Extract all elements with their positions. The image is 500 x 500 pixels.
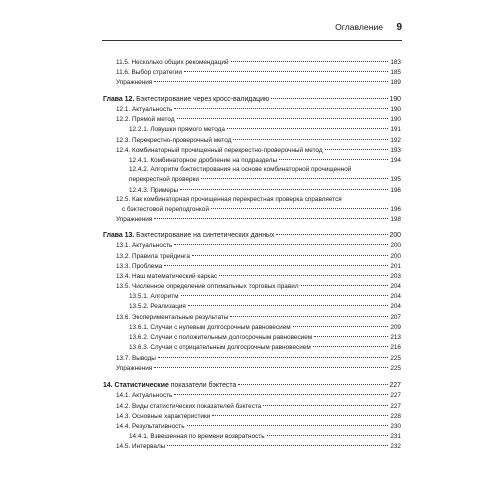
toc-entry-label: 13.3. Проблема xyxy=(116,263,163,270)
toc-entry[interactable] xyxy=(116,241,401,250)
toc-entry-page: 185 xyxy=(390,69,401,76)
toc-chapter-label xyxy=(103,231,274,240)
leader-dots xyxy=(187,425,389,426)
leader-dots xyxy=(231,61,389,62)
toc-entry-label: 12.3. Перекрестно-проверочный метод xyxy=(116,137,232,144)
toc-entry-page: 227 xyxy=(389,382,401,389)
toc-entry-page: 198 xyxy=(390,216,401,223)
toc-entry-label: 13.6.2. Случаи с положительным долгосрочным равновесием xyxy=(129,334,313,341)
toc-entry-page: 225 xyxy=(390,365,401,372)
toc-entry-label: 11.5. Несколько общих рекомендаций xyxy=(116,59,229,66)
toc-entry[interactable] xyxy=(116,58,401,67)
leader-dots xyxy=(177,118,389,119)
leader-dots xyxy=(158,357,388,358)
leader-dots xyxy=(184,71,388,72)
toc-entry[interactable] xyxy=(129,432,401,441)
toc-entry-label: 12.4.1. Комбинаторное дробление на подразделы xyxy=(129,157,278,164)
chapter-number: Глава 12. xyxy=(103,96,135,103)
chapter-title: показатели бэктеста xyxy=(168,382,237,389)
toc-entry-label: 12.2. Прямой метод xyxy=(116,116,175,123)
leader-dots xyxy=(230,316,388,317)
toc-entry[interactable] xyxy=(116,354,401,363)
toc-entry-page: 204 xyxy=(390,283,401,290)
running-header-title: Оглавление xyxy=(335,22,384,32)
toc-entry-page: 203 xyxy=(390,273,401,280)
toc-entry-page: 204 xyxy=(390,303,401,310)
toc-entry-page: 207 xyxy=(390,314,401,321)
toc-entry-page: 192 xyxy=(390,137,401,144)
toc-entry[interactable] xyxy=(116,422,401,431)
leader-dots xyxy=(174,244,388,245)
toc-entry-label: 13.5. Численное определение оптимальных торговых правил xyxy=(116,283,299,290)
leader-dots xyxy=(233,139,388,140)
leader-dots xyxy=(201,178,388,179)
toc-entry-page: 193 xyxy=(390,147,401,154)
toc-entry[interactable] xyxy=(116,215,401,224)
toc-entry[interactable] xyxy=(129,186,401,195)
toc-entry[interactable] xyxy=(129,156,401,165)
chapter-title-bold: 14. Статистические xyxy=(103,382,169,389)
toc-entry-page: 195 xyxy=(390,176,401,183)
toc-entry-label: 12.1. Актуальность xyxy=(116,106,173,113)
toc-entry-page: 230 xyxy=(390,423,401,430)
toc-entry-label: Упражнения xyxy=(116,216,153,223)
leader-dots xyxy=(219,275,388,276)
leader-dots xyxy=(180,189,388,190)
leader-dots xyxy=(211,208,388,209)
toc-entry-label: 13.7. Выводы xyxy=(116,355,156,362)
toc-entry[interactable] xyxy=(116,105,401,114)
toc-entry-label: 14.2. Виды статистических показателей бэктеста xyxy=(116,403,262,410)
leader-dots xyxy=(192,255,388,256)
leader-dots xyxy=(167,445,388,446)
toc-entry-page: 183 xyxy=(390,59,401,66)
toc-entry-page: 209 xyxy=(390,324,401,331)
toc-entry[interactable] xyxy=(122,205,401,214)
toc-entry[interactable] xyxy=(129,302,401,311)
leader-dots xyxy=(154,81,388,82)
toc-entry[interactable] xyxy=(129,333,401,342)
toc-chapter-entry[interactable] xyxy=(103,231,401,240)
leader-dots xyxy=(227,128,388,129)
leader-dots xyxy=(154,218,388,219)
toc-entry-label: 13.2. Правила трейдинга xyxy=(116,253,190,260)
toc-entry[interactable] xyxy=(116,78,401,87)
toc-entry-label: 14.1. Актуальность xyxy=(116,392,173,399)
toc-entry[interactable] xyxy=(116,313,401,322)
leader-dots xyxy=(164,265,388,266)
toc-entry-label: 13.6.3. Случаи с отрицательным долгосрочным равновесием xyxy=(129,344,311,351)
toc-entry-page: 204 xyxy=(390,293,401,300)
toc-entry-page: 191 xyxy=(390,126,401,133)
toc-entry-label: 13.6.1. Случаи с нулевым долгосрочным равновесием xyxy=(129,324,291,331)
toc-entry-label: 13.6. Экспериментальные результаты xyxy=(116,314,229,321)
toc-entry[interactable] xyxy=(116,262,401,271)
toc-entry-page: 200 xyxy=(390,253,401,260)
toc-entry-label: 13.4. Наш математический каркас xyxy=(116,273,218,280)
toc-entry-label: 14.4. Результативность xyxy=(116,423,185,430)
toc-entry-page: 196 xyxy=(390,187,401,194)
toc-entry-page: 227 xyxy=(390,403,401,410)
toc-entry[interactable] xyxy=(129,292,401,301)
leader-dots xyxy=(174,394,388,395)
toc-entry-label: 12.2.1. Ловушки прямого метода xyxy=(129,126,225,133)
leader-dots xyxy=(301,285,389,286)
leader-dots xyxy=(188,305,388,306)
leader-dots xyxy=(267,435,389,436)
leader-dots xyxy=(238,384,387,385)
page-number: 9 xyxy=(396,22,402,33)
toc-entry-page: 213 xyxy=(390,334,401,341)
toc-entry-page: 216 xyxy=(390,344,401,351)
leader-dots xyxy=(276,234,387,235)
toc-entry[interactable] xyxy=(116,136,401,145)
toc-entry[interactable] xyxy=(116,442,401,451)
toc-entry-page: 232 xyxy=(390,443,401,450)
toc-entry-page: 225 xyxy=(390,355,401,362)
chapter-number: Глава 13. xyxy=(103,232,135,239)
leader-dots xyxy=(174,108,388,109)
toc-entry-page: 200 xyxy=(390,242,401,249)
toc-entry[interactable] xyxy=(116,412,401,421)
toc-entry-page: 200 xyxy=(389,232,401,239)
toc-entry-page: 201 xyxy=(390,263,401,270)
toc-entry-page: 231 xyxy=(390,433,401,440)
toc-entry-page: 190 xyxy=(390,116,401,123)
toc-entry-page: 190 xyxy=(389,96,401,103)
toc-entry-label: Упражнения xyxy=(116,365,153,372)
toc-entry[interactable] xyxy=(116,364,401,373)
toc-entry-label: 13.5.1. Алгоритм xyxy=(129,293,179,300)
leader-dots xyxy=(263,405,388,406)
toc-entry[interactable] xyxy=(116,272,401,281)
leader-dots xyxy=(181,295,389,296)
leader-dots xyxy=(293,326,389,327)
chapter-title: Бэктестирование на синтетических данных xyxy=(134,232,275,239)
toc-entry-label: 12.4. Комбинаторный прочищенный перекрестно-проверочный метод xyxy=(116,147,323,154)
toc-entry[interactable] xyxy=(116,146,401,155)
leader-dots xyxy=(279,159,388,160)
toc-chapter-entry[interactable] xyxy=(103,95,401,104)
toc-entry[interactable] xyxy=(129,343,401,352)
toc-entry[interactable] xyxy=(116,252,401,261)
toc-entry-label: 12.4.3. Примеры xyxy=(129,187,179,194)
toc-entry[interactable] xyxy=(116,402,401,411)
leader-dots xyxy=(313,346,389,347)
toc-entry-label: 14.4.1. Взвешенная по времени возвратность xyxy=(129,433,265,440)
toc-entry-page: 228 xyxy=(390,413,401,420)
leader-dots xyxy=(271,98,387,99)
toc-entry-page: 190 xyxy=(390,106,401,113)
toc-entry[interactable] xyxy=(116,282,401,291)
toc-entry-page: 196 xyxy=(390,206,401,213)
toc-entry[interactable] xyxy=(116,115,401,124)
toc-chapter-label xyxy=(103,95,269,104)
toc-entry-page: 194 xyxy=(390,157,401,164)
toc-entry-first-line: 12.4.2. Алгоритм бэктестирования на основе комбинаторной прочищенной xyxy=(129,166,352,173)
toc-entry[interactable] xyxy=(129,175,401,184)
toc-entry-label: 14.3. Основные характеристики xyxy=(116,413,211,420)
toc-entry[interactable] xyxy=(116,68,401,77)
toc-entry-label: 14.5. Интервалы xyxy=(116,443,166,450)
toc-entry-label: 13.1. Актуальность xyxy=(116,242,173,249)
toc-entry-label: 11.6. Выбор стратегии xyxy=(116,69,182,76)
toc-entry[interactable] xyxy=(129,323,401,332)
toc-entry-label: перекрестной проверки xyxy=(129,176,199,183)
leader-dots xyxy=(325,149,389,150)
toc-entry-first-line: 12.5. Как комбинаторная прочищенная перекрестная проверка справляется xyxy=(116,196,342,203)
chapter-title: Бэктестирование через кросс-валидацию xyxy=(134,96,270,103)
toc-entry-page: 189 xyxy=(390,79,401,86)
toc-entry-label: 13.5.2. Реализация xyxy=(129,303,186,310)
leader-dots xyxy=(314,336,388,337)
leader-dots xyxy=(154,367,388,368)
toc-entry-page: 227 xyxy=(390,392,401,399)
toc-entry[interactable] xyxy=(129,125,401,134)
toc-chapter-entry[interactable] xyxy=(103,381,401,390)
toc-entry[interactable] xyxy=(116,391,401,400)
toc-entry-label: с бэктестовой переподгонкой xyxy=(122,206,209,213)
toc-chapter-label xyxy=(103,381,236,390)
leader-dots xyxy=(212,415,388,416)
toc-entry-label: Упражнения xyxy=(116,79,153,86)
